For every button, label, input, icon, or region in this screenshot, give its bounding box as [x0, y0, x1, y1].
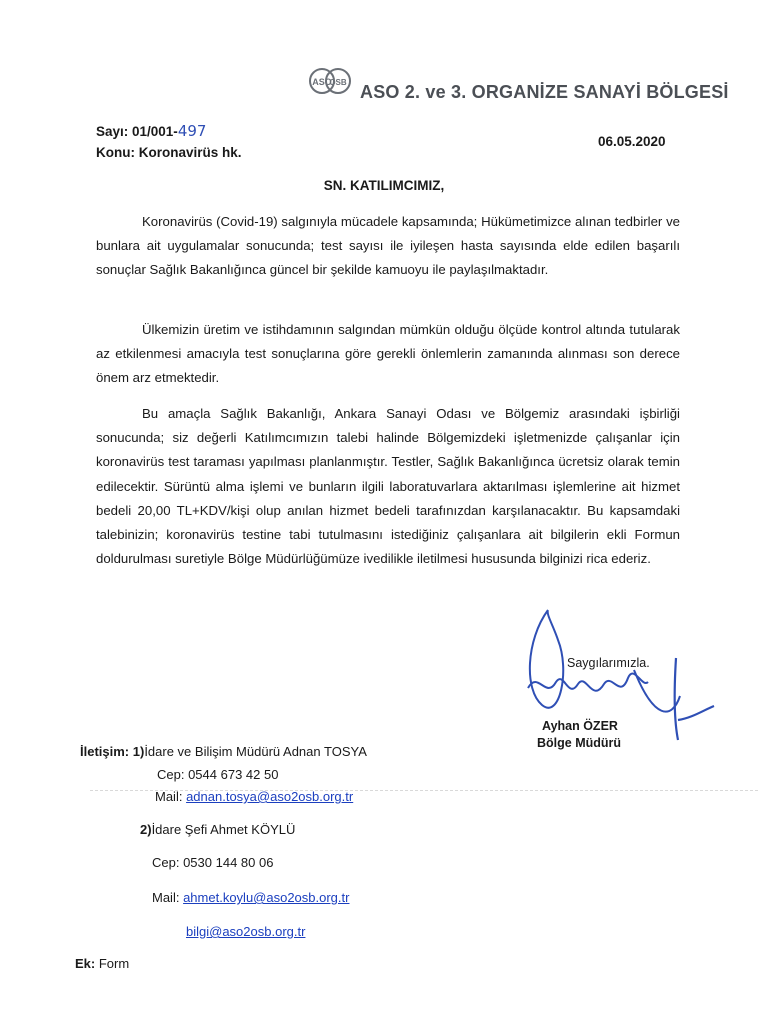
contact-label: İletişim: [80, 744, 130, 759]
mail-label: Mail: [155, 789, 183, 804]
contact-1-name: İdare ve Bilişim Müdürü Adnan TOSYA [144, 744, 367, 759]
contact-line-1 [80, 744, 367, 759]
attachment-line [75, 956, 129, 971]
general-email-link[interactable]: bilgi@aso2osb.org.tr [186, 924, 306, 939]
contact-2-email-link[interactable]: ahmet.koylu@aso2osb.org.tr [183, 890, 350, 905]
attachment-value: Form [98, 956, 130, 971]
mail-label: Mail: [152, 890, 180, 905]
paragraph-text: Ülkemizin üretim ve istihdamının salgından mümkün olduğu ölçüde kontrol altında tutularak az etkilenmesi amacıyla test sonuçlarına göre gerekli önlemlerin zamanında alınması son derece önem arz etmektedir. [96, 322, 680, 386]
salutation: SN. KATILIMCIMIZ, [323, 178, 445, 193]
closing-text: Saygılarımızla. [567, 656, 650, 670]
subject-line: Konu: Koronavirüs hk. [96, 145, 242, 160]
organization-title: ASO 2. ve 3. ORGANİZE SANAYİ BÖLGESİ [360, 82, 729, 102]
contact-1-email-link[interactable]: adnan.tosya@aso2osb.org.tr [186, 789, 354, 804]
reference-number [96, 122, 206, 140]
handwritten-reference-number: 497 [177, 122, 207, 140]
aso-osb-logo-icon [308, 62, 352, 100]
body-paragraph-3 [96, 402, 680, 571]
logo-text-right: OSB [329, 78, 347, 87]
contact-2-mail-line [152, 890, 349, 905]
faint-divider [90, 790, 758, 791]
contact-1-phone: Cep: 0544 673 42 50 [157, 767, 279, 782]
contact-2-phone: Cep: 0530 144 80 06 [152, 855, 274, 870]
body-paragraph-2 [96, 318, 680, 391]
logo-text-left: ASO [312, 77, 332, 87]
contact-1-number: 1) [132, 744, 145, 759]
attachment-label: Ek: [75, 956, 96, 971]
signatory-title: Bölge Müdürü [537, 736, 622, 750]
contact-1-mail-line [155, 789, 353, 804]
document-date: 06.05.2020 [598, 134, 666, 149]
contact-2-name: İdare Şefi Ahmet KÖYLÜ [151, 822, 296, 837]
organization-logo [308, 62, 352, 100]
general-email-line [186, 924, 305, 939]
reference-label: Sayı: 01/001- [96, 124, 178, 139]
paragraph-text: Bu amaçla Sağlık Bakanlığı, Ankara Sanayi Odası ve Bölgemiz arasındaki işbirliği sonucunda; siz değerli Katılımcımızın talebi halinde Bölgemizdeki işletmenizde çalışanlar için koronavirüs test taraması yapılması planlanmıştır. Testler, Sağlık Bakanlığınca ücretsiz olarak temin edilecektir. Sürüntü alma işlemi ve bunların ilgili laboratuvarlara aktarılması işlemlerine ait hizmet bedeli 20,00 TL+KDV/kişi olup anılan hizmet bedeli tarafınızdan karşılanacaktır. Bu kapsamdaki talebinizin; koronavirüs testine tabi tutulmasını istediğiniz çalışanlara ait bilgilerin ekli Formun doldurulması suretiyle Bölge Müdürlüğümüze ivedilikle iletilmesi hususunda bilginizi rica ederiz. [96, 406, 680, 567]
paragraph-text: Koronavirüs (Covid-19) salgınıyla mücadele kapsamında; Hükümetimizce alınan tedbirler ve bunlara ait uygulamalar sonucunda; test sayısı ile iyileşen hasta sayısında elde edilen başarılı sonuçlar Sağlık Bakanlığınca güncel bir şekilde kamuoyu ile paylaşılmaktadır. [96, 214, 680, 278]
body-paragraph-1 [96, 210, 680, 283]
contact-2-number: 2) [140, 822, 152, 837]
contact-line-2 [140, 822, 295, 837]
signatory-name: Ayhan ÖZER [542, 719, 618, 733]
